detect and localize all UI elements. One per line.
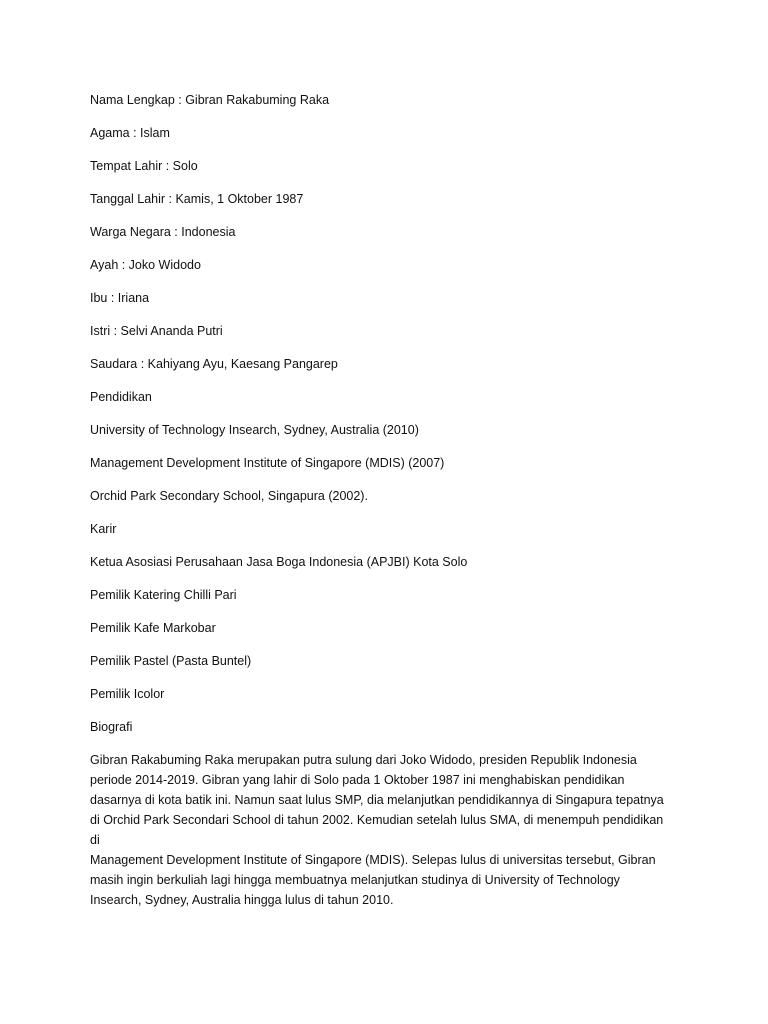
field-ibu: Ibu : Iriana: [90, 291, 150, 305]
field-tempat-lahir: Tempat Lahir : Solo: [90, 159, 198, 173]
biografi-paragraph: Gibran Rakabuming Raka merupakan putra sulung dari Joko Widodo, presiden Republik Indonesia periode 2014-2019. Gibran yang lahir di Solo pada 1 Oktober 1987 ini menghabiskan pendidikan dasarnya di kota batik ini. Namun saat lulus SMP, dia melanjutkan pendidikannya di Singapura tepatnya di Orchid Park Secondari School di tahun 2002. Kemudian setelah lulus SMA, di menempuh pendidikan di Management Development Institute of Singapore (MDIS). Selepas lulus di universitas tersebut, Gibran masih ingin berkuliah lagi hingga membuatnya melanjutkan studinya di University of Technology Insearch, Sydney, Australia hingga lulus di tahun 2010.: [90, 753, 664, 907]
career-item: Ketua Asosiasi Perusahaan Jasa Boga Indonesia (APJBI) Kota Solo: [90, 555, 468, 569]
section-heading-pendidikan: Pendidikan: [90, 390, 152, 404]
education-item: University of Technology Insearch, Sydney, Australia (2010): [90, 423, 419, 437]
field-istri: Istri : Selvi Ananda Putri: [90, 324, 223, 338]
career-item: Pemilik Pastel (Pasta Buntel): [90, 654, 252, 668]
field-saudara: Saudara : Kahiyang Ayu, Kaesang Pangarep: [90, 357, 338, 371]
section-heading-biografi: Biografi: [90, 720, 133, 734]
education-item: Management Development Institute of Singapore (MDIS) (2007): [90, 456, 445, 470]
career-item: Pemilik Katering Chilli Pari: [90, 588, 237, 602]
section-heading-karir: Karir: [90, 522, 117, 536]
field-agama: Agama : Islam: [90, 126, 170, 140]
field-warga-negara: Warga Negara : Indonesia: [90, 225, 236, 239]
document-body: [90, 90, 680, 910]
field-nama-lengkap: Nama Lengkap : Gibran Rakabuming Raka: [90, 93, 330, 107]
field-ayah: Ayah : Joko Widodo: [90, 258, 201, 272]
education-item: Orchid Park Secondary School, Singapura (2002).: [90, 489, 368, 503]
career-item: Pemilik Kafe Markobar: [90, 621, 216, 635]
career-item: Pemilik Icolor: [90, 687, 165, 701]
field-tanggal-lahir: Tanggal Lahir : Kamis, 1 Oktober 1987: [90, 192, 304, 206]
